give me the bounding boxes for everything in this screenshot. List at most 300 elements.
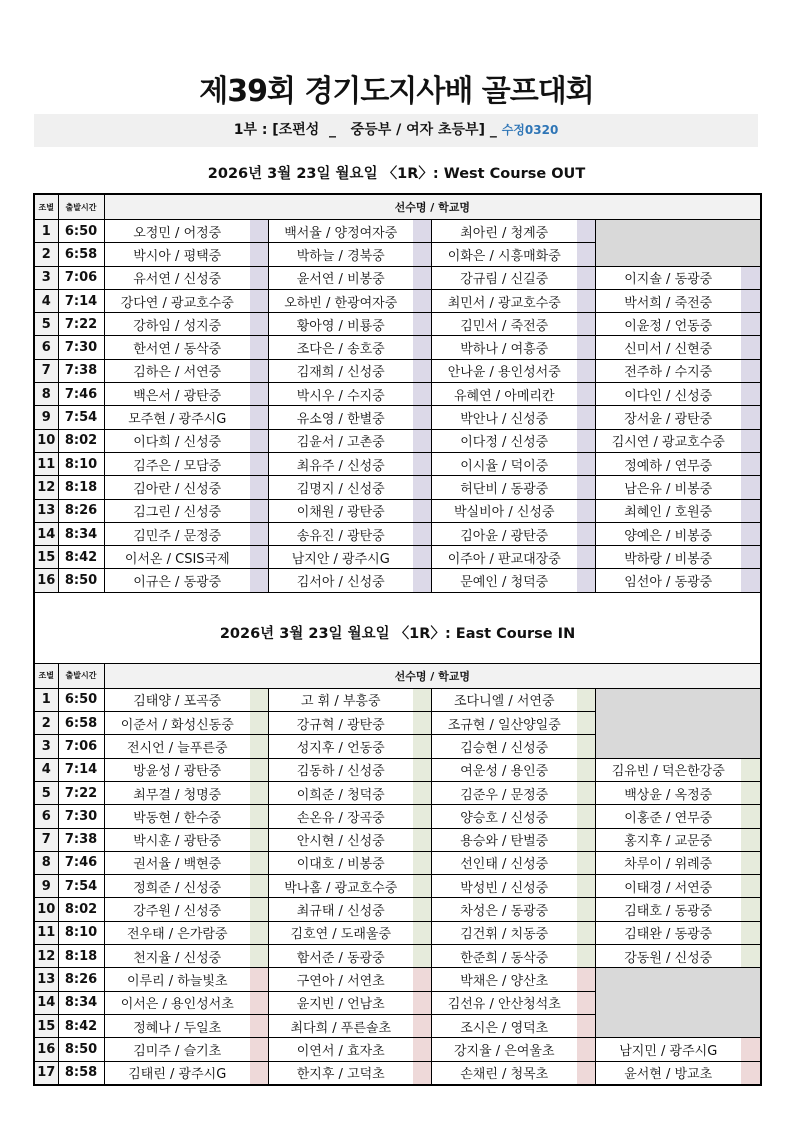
player-cell: 송유진 / 광탄중 [268,522,413,545]
color-stripe [741,875,761,898]
player-cell: 김민주 / 문정중 [104,522,250,545]
player-cell: 김선유 / 안산청석초 [431,991,577,1014]
table-row [34,805,761,828]
tee-time: 8:26 [58,968,104,991]
player-cell: 최유주 / 신성중 [268,452,413,475]
color-stripe [413,781,431,804]
group-number: 8 [34,851,58,874]
color-stripe [250,406,268,429]
color-stripe [741,546,761,569]
tee-time: 8:18 [58,476,104,499]
player-cell: 최무결 / 청명중 [104,781,250,804]
color-stripe [413,383,431,406]
player-cell: 안시현 / 신성중 [268,828,413,851]
color-stripe [577,921,595,944]
tee-time: 8:42 [58,546,104,569]
player-cell: 유서연 / 신성중 [104,266,250,289]
color-stripe [577,991,595,1014]
color-stripe [741,921,761,944]
color-stripe [413,266,431,289]
player-cell: 손채린 / 청목초 [431,1061,577,1085]
color-stripe [741,266,761,289]
player-cell: 이주아 / 판교대장중 [431,546,577,569]
page-title: 제39회 경기도지사배 골프대회 [199,74,594,109]
color-stripe [577,851,595,874]
table-row [34,828,761,851]
color-stripe [413,499,431,522]
player-cell: 한서연 / 동삭중 [104,336,250,359]
player-cell: 김준우 / 문정중 [431,781,577,804]
tee-time: 8:02 [58,898,104,921]
color-stripe [413,359,431,382]
player-cell: 조시은 / 영덕초 [431,1014,577,1037]
color-stripe [413,991,431,1014]
color-stripe [577,220,595,243]
color-stripe [413,313,431,336]
group-number: 3 [34,266,58,289]
color-stripe [250,945,268,968]
tee-time: 7:38 [58,828,104,851]
tee-time: 8:42 [58,1014,104,1037]
group-number: 6 [34,805,58,828]
color-stripe [250,452,268,475]
table-row [34,476,761,499]
player-cell: 최혜인 / 호원중 [595,499,741,522]
player-cell: 고 휘 / 부흥중 [268,688,413,711]
player-cell: 안나윤 / 용인성서중 [431,359,577,382]
color-stripe [413,688,431,711]
tee-time: 7:06 [58,735,104,758]
tee-time: 7:30 [58,805,104,828]
tee-time: 7:46 [58,851,104,874]
group-number: 7 [34,828,58,851]
tee-time: 8:50 [58,569,104,592]
player-cell: 박하랑 / 비봉중 [595,546,741,569]
player-cell: 이윤정 / 언동중 [595,313,741,336]
tee-time: 8:10 [58,921,104,944]
table-row [34,1061,761,1085]
table-row [34,383,761,406]
player-cell: 전시언 / 늘푸른중 [104,735,250,758]
table-row [34,569,761,592]
group-header: 조별 [34,194,58,220]
color-stripe [413,945,431,968]
color-stripe [741,499,761,522]
color-stripe [250,313,268,336]
players-header: 선수명 / 학교명 [104,194,761,220]
player-cell: 박채은 / 양산초 [431,968,577,991]
group-number: 16 [34,1038,58,1061]
table-row [34,781,761,804]
player-cell: 임선아 / 동광중 [595,569,741,592]
player-cell: 이대호 / 비봉중 [268,851,413,874]
player-cell: 용승와 / 탄벌중 [431,828,577,851]
color-stripe [250,875,268,898]
color-stripe [250,266,268,289]
player-cell: 박안나 / 신성중 [431,406,577,429]
color-stripe [413,452,431,475]
table-row [34,921,761,944]
player-cell: 강동원 / 신성중 [595,945,741,968]
color-stripe [250,781,268,804]
group-number: 5 [34,313,58,336]
color-stripe [577,805,595,828]
color-stripe [250,991,268,1014]
player-cell: 이루리 / 하늘빛초 [104,968,250,991]
tee-time: 8:02 [58,429,104,452]
player-cell: 장서윤 / 광탄중 [595,406,741,429]
group-number: 11 [34,452,58,475]
table-row [34,266,761,289]
player-cell: 남지민 / 광주시G [595,1038,741,1061]
players-header: 선수명 / 학교명 [104,663,761,688]
color-stripe [577,898,595,921]
color-stripe [413,336,431,359]
color-stripe [577,1014,595,1037]
player-cell: 박서희 / 죽전중 [595,289,741,312]
color-stripe [413,1061,431,1085]
player-cell: 최규태 / 신성중 [268,898,413,921]
color-stripe [577,289,595,312]
group-number: 10 [34,429,58,452]
tee-time: 7:54 [58,406,104,429]
color-stripe [413,805,431,828]
player-cell: 이다인 / 신성중 [595,383,741,406]
color-stripe [413,289,431,312]
table-row [34,898,761,921]
player-cell: 박시우 / 수지중 [268,383,413,406]
color-stripe [250,569,268,592]
player-cell: 이연서 / 효자초 [268,1038,413,1061]
color-stripe [413,758,431,781]
group-number: 2 [34,712,58,735]
color-stripe [413,921,431,944]
color-stripe [741,851,761,874]
color-stripe [250,243,268,266]
color-stripe [741,569,761,592]
color-stripe [741,359,761,382]
color-stripe [250,712,268,735]
group-number: 13 [34,499,58,522]
player-cell: 윤서현 / 방교초 [595,1061,741,1085]
player-cell: 강하임 / 성지중 [104,313,250,336]
color-stripe [413,220,431,243]
time-header: 출발시간 [58,663,104,688]
tee-time: 6:50 [58,220,104,243]
color-stripe [413,1014,431,1037]
player-cell: 박하나 / 여흥중 [431,336,577,359]
color-stripe [250,289,268,312]
color-stripe [741,758,761,781]
group-number: 7 [34,359,58,382]
color-stripe [250,383,268,406]
tee-time: 8:18 [58,945,104,968]
color-stripe [413,569,431,592]
player-cell: 유소영 / 한별중 [268,406,413,429]
tee-time: 7:06 [58,266,104,289]
color-stripe [250,499,268,522]
group-number: 8 [34,383,58,406]
color-stripe [250,968,268,991]
division-text: 1부 : [조편성 _ 중등부 / 여자 초등부] _ [233,122,502,138]
group-number: 13 [34,968,58,991]
table-row [34,851,761,874]
tee-time: 8:34 [58,522,104,545]
division-banner [34,114,758,147]
tee-time-table [33,193,762,1086]
player-cell: 김호연 / 도래울중 [268,921,413,944]
player-cell: 김건휘 / 치동중 [431,921,577,944]
color-stripe [250,1061,268,1085]
group-header: 조별 [34,663,58,688]
player-cell: 권서율 / 백현중 [104,851,250,874]
player-cell: 이서은 / 용인성서초 [104,991,250,1014]
group-number: 1 [34,220,58,243]
color-stripe [577,688,595,711]
color-stripe [741,452,761,475]
table-header-row [34,663,761,688]
player-cell: 박나홈 / 광교호수중 [268,875,413,898]
color-stripe [577,735,595,758]
player-cell: 차루이 / 위례중 [595,851,741,874]
color-stripe [577,266,595,289]
table-row [34,968,761,991]
color-stripe [250,1014,268,1037]
color-stripe [250,546,268,569]
player-cell: 김태호 / 동광중 [595,898,741,921]
color-stripe [741,429,761,452]
color-stripe [577,476,595,499]
tee-time: 6:58 [58,712,104,735]
player-cell: 전우태 / 은가람중 [104,921,250,944]
player-cell: 구연아 / 서연초 [268,968,413,991]
color-stripe [577,336,595,359]
tee-time: 7:22 [58,781,104,804]
tee-time: 6:50 [58,688,104,711]
player-cell: 강규림 / 신길중 [431,266,577,289]
color-stripe [250,898,268,921]
tee-time: 7:38 [58,359,104,382]
player-cell: 정예하 / 연무중 [595,452,741,475]
group-number: 15 [34,1014,58,1037]
color-stripe [577,499,595,522]
table-header-row [34,194,761,220]
player-cell: 김주은 / 모담중 [104,452,250,475]
player-cell: 김재희 / 신성중 [268,359,413,382]
color-stripe [741,289,761,312]
tee-time: 6:58 [58,243,104,266]
color-stripe [250,429,268,452]
player-cell: 홍지후 / 교문중 [595,828,741,851]
group-number: 11 [34,921,58,944]
table-row [34,875,761,898]
player-cell: 문예인 / 청덕중 [431,569,577,592]
player-cell: 이태경 / 서연중 [595,875,741,898]
color-stripe [577,945,595,968]
player-cell: 백서율 / 양정여자중 [268,220,413,243]
player-cell: 김미주 / 슬기초 [104,1038,250,1061]
color-stripe [741,805,761,828]
player-cell: 양승호 / 신성중 [431,805,577,828]
player-cell: 강규혁 / 광탄중 [268,712,413,735]
color-stripe [250,336,268,359]
table-row [34,220,761,243]
player-cell: 이희준 / 청덕중 [268,781,413,804]
color-stripe [741,406,761,429]
table-row [34,336,761,359]
group-number: 6 [34,336,58,359]
player-cell: 정희준 / 신성중 [104,875,250,898]
tee-time: 8:50 [58,1038,104,1061]
player-cell: 신미서 / 신현중 [595,336,741,359]
player-cell: 조다은 / 송호중 [268,336,413,359]
player-cell: 최민서 / 광교호수중 [431,289,577,312]
color-stripe [250,758,268,781]
player-cell: 이준서 / 화성신동중 [104,712,250,735]
player-cell: 남지안 / 광주시G [268,546,413,569]
group-number: 2 [34,243,58,266]
player-cell: 한지후 / 고덕초 [268,1061,413,1085]
empty-slot [595,220,761,267]
color-stripe [250,735,268,758]
player-cell: 황아영 / 비룡중 [268,313,413,336]
player-cell: 천지율 / 신성중 [104,945,250,968]
player-cell: 이서온 / CSIS국제 [104,546,250,569]
player-cell: 박성빈 / 신성중 [431,875,577,898]
color-stripe [577,781,595,804]
player-cell: 김아란 / 신성중 [104,476,250,499]
table-row [34,945,761,968]
tee-time: 7:22 [58,313,104,336]
player-cell: 손온유 / 장곡중 [268,805,413,828]
player-cell: 박시아 / 평택중 [104,243,250,266]
tee-time: 7:54 [58,875,104,898]
table-row [34,688,761,711]
group-number: 4 [34,289,58,312]
player-cell: 이다정 / 신성중 [431,429,577,452]
color-stripe [577,1038,595,1061]
color-stripe [741,1038,761,1061]
color-stripe [577,968,595,991]
color-stripe [577,522,595,545]
color-stripe [577,828,595,851]
player-cell: 오하빈 / 한광여자중 [268,289,413,312]
player-cell: 전주하 / 수지중 [595,359,741,382]
color-stripe [250,1038,268,1061]
player-cell: 박시훈 / 광탄중 [104,828,250,851]
color-stripe [577,406,595,429]
group-number: 10 [34,898,58,921]
color-stripe [577,452,595,475]
empty-slot [595,688,761,758]
player-cell: 조규현 / 일산양일중 [431,712,577,735]
player-cell: 여운성 / 용인중 [431,758,577,781]
color-stripe [413,476,431,499]
player-cell: 조다니엘 / 서연중 [431,688,577,711]
tee-time: 7:14 [58,758,104,781]
player-cell: 방윤성 / 광탄중 [104,758,250,781]
color-stripe [741,828,761,851]
table-row [34,429,761,452]
player-cell: 이지솔 / 동광중 [595,266,741,289]
player-cell: 이화은 / 시흥매화중 [431,243,577,266]
tee-time: 8:10 [58,452,104,475]
table-row [34,289,761,312]
tee-time: 7:46 [58,383,104,406]
color-stripe [741,313,761,336]
player-cell: 함서준 / 동광중 [268,945,413,968]
color-stripe [577,429,595,452]
player-cell: 김태양 / 포곡중 [104,688,250,711]
color-stripe [413,968,431,991]
group-number: 1 [34,688,58,711]
tee-time: 7:30 [58,336,104,359]
player-cell: 최다희 / 푸른솔초 [268,1014,413,1037]
player-cell: 이다희 / 신성중 [104,429,250,452]
group-number: 14 [34,991,58,1014]
color-stripe [741,1061,761,1085]
player-cell: 박실비아 / 신성중 [431,499,577,522]
group-number: 9 [34,406,58,429]
table-row [34,499,761,522]
color-stripe [577,875,595,898]
color-stripe [577,243,595,266]
color-stripe [413,429,431,452]
group-number: 15 [34,546,58,569]
color-stripe [741,336,761,359]
tee-time: 8:26 [58,499,104,522]
color-stripe [250,921,268,944]
color-stripe [741,522,761,545]
player-cell: 이홍준 / 연무중 [595,805,741,828]
east-course-title: 2026년 3월 23일 월요일 〈1R〉: East Course IN [34,592,761,663]
color-stripe [741,781,761,804]
player-cell: 정혜나 / 두일초 [104,1014,250,1037]
color-stripe [577,383,595,406]
player-cell: 김윤서 / 고촌중 [268,429,413,452]
table-row [34,406,761,429]
table-row [34,522,761,545]
section-divider [34,592,761,663]
player-cell: 이채원 / 광탄중 [268,499,413,522]
group-number: 12 [34,945,58,968]
color-stripe [741,476,761,499]
group-number: 17 [34,1061,58,1085]
color-stripe [413,546,431,569]
tee-time: 8:58 [58,1061,104,1085]
player-cell: 백상윤 / 옥정중 [595,781,741,804]
color-stripe [250,851,268,874]
color-stripe [741,945,761,968]
color-stripe [577,569,595,592]
player-cell: 박동현 / 한수중 [104,805,250,828]
player-cell: 강지율 / 은여울초 [431,1038,577,1061]
player-cell: 강주원 / 신성중 [104,898,250,921]
color-stripe [413,712,431,735]
table-row [34,313,761,336]
group-number: 16 [34,569,58,592]
player-cell: 남은유 / 비봉중 [595,476,741,499]
player-cell: 모주현 / 광주시G [104,406,250,429]
player-cell: 윤서연 / 비봉중 [268,266,413,289]
color-stripe [577,1061,595,1085]
player-cell: 허단비 / 동광중 [431,476,577,499]
group-number: 5 [34,781,58,804]
group-number: 12 [34,476,58,499]
player-cell: 김명지 / 신성중 [268,476,413,499]
west-course-title: 2026년 3월 23일 월요일 〈1R〉: West Course OUT [207,166,586,182]
color-stripe [741,383,761,406]
